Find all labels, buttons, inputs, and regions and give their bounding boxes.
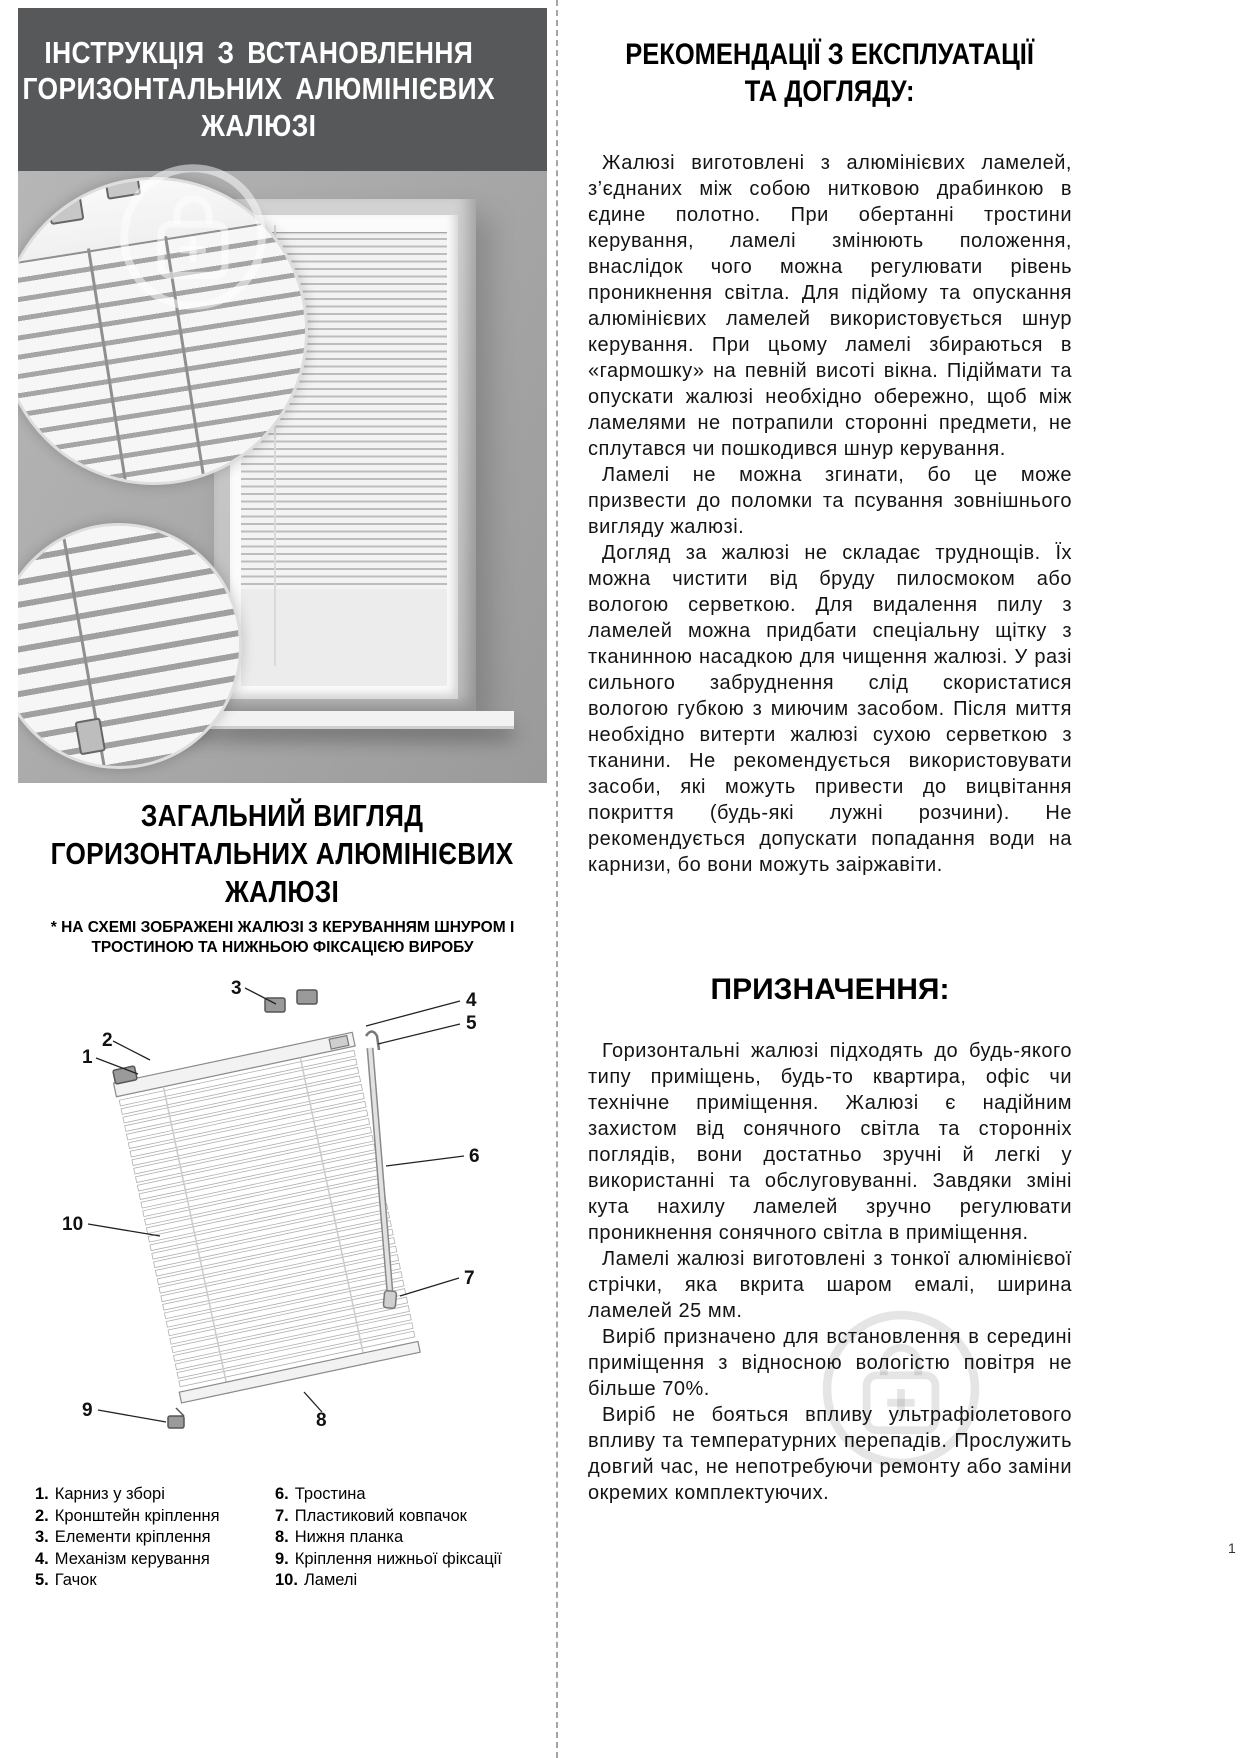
- care-paragraph: Догляд за жалюзі не складає труднощів. Їх можна чистити від бруду пилосмоком або вологою серветкою. Для видалення пилу з ламелей можна придбати спеціальну щітку з тканинною насадкою для чищення жалюзі. У разі сильного забруднення слід скористатися вологою губкою з миючим засобом. Після миття необхідно витерти жалюзі сухою серветкою з тканини. Не рекомендується використовувати засоби, які можуть привести до вицвітання покриття (будь-які лужні розчини). Не рекомендується допускати попадання води на карнизи, бо вони можуть заіржавіти.: [588, 542, 1072, 876]
- purpose-paragraph: Виріб не бояться впливу ультрафіолетового впливу та температурних перепадів. Прослужить довгий час, не непотребуючи ремонту або заміни окремих комплектуючих.: [588, 1404, 1072, 1504]
- care-paragraph: Жалюзі виготовлені з алюмінієвих ламелей, з’єднаних між собою нитковою драбинкою в єдине полотно. При обертанні тростини керування, ламелі змінюють положення, внаслідок чого можна регулювати рівень проникнення світла. Для підйому та опускання алюмінієвих ламелей використовується шнур керування. При цьому ламелі збираються в «гармошку» на певній висоті вікна. Підіймати та опускати жалюзі необхідно обережно, щоб між ламелями не потрапили сторонні предмети, не сплутався чи пошкодився шнур керування.: [588, 152, 1072, 460]
- callout-number-10: 10: [62, 1214, 84, 1235]
- overview-title-line: ЖАЛЮЗІ: [225, 874, 340, 909]
- legend-item: 3. Елементи кріплення: [35, 1528, 211, 1546]
- legend-label: Тростина: [294, 1485, 366, 1503]
- blinds-diagram: [18, 968, 547, 1478]
- purpose-paragraph: Виріб призначено для встановлення в середині приміщення з відносною вологістю повітря не більше 70%.: [588, 1326, 1072, 1400]
- install-title-line: ЖАЛЮЗІ: [201, 107, 317, 143]
- hook-icon: [366, 1032, 379, 1051]
- legend-item: 6. Тростина: [275, 1485, 366, 1503]
- right-column: [588, 0, 1072, 1758]
- legend-item: 1. Карниз у зборі: [35, 1485, 165, 1503]
- callout-number-4: 4: [466, 990, 477, 1011]
- legend-label: Елементи кріплення: [54, 1528, 211, 1546]
- callout-number-2: 2: [102, 1030, 113, 1051]
- diagram-slats: [119, 1050, 415, 1386]
- legend-column-2: [275, 1484, 502, 1592]
- column-divider: [556, 0, 558, 1758]
- install-title-banner: [18, 8, 547, 171]
- callout-number-6: 6: [469, 1146, 480, 1167]
- legend-label: Пластиковий ковпачок: [294, 1506, 467, 1525]
- legend-item: 10. Ламелі: [275, 1571, 358, 1589]
- care-title: [588, 36, 1072, 110]
- legend-label: Механізм керування: [54, 1549, 210, 1568]
- legend-column-1: [35, 1484, 220, 1592]
- overview-note-line: ТРОСТИНОЮ ТА НИЖНЬОЮ ФІКСАЦІЄЮ ВИРОБУ: [91, 939, 474, 956]
- care-paragraph: Ламелі не можна згинати, бо це може призвести до поломки та псування зовнішнього вигляду жалюзі.: [588, 464, 1072, 538]
- overview-title: [18, 797, 547, 911]
- callout-number-9: 9: [82, 1400, 93, 1421]
- callout-number-8: 8: [316, 1410, 327, 1431]
- plastic-cap-icon: [383, 1291, 396, 1309]
- legend-label: Кріплення нижньої фіксації: [294, 1549, 502, 1568]
- legend-item: 9. Кріплення нижньої фіксації: [275, 1549, 502, 1568]
- callout-bottom-cap: [75, 717, 107, 755]
- care-text: [588, 150, 1072, 878]
- legend-label: Кронштейн кріплення: [54, 1506, 220, 1525]
- callout-number-5: 5: [466, 1013, 477, 1034]
- legend-label: Нижня планка: [294, 1528, 404, 1546]
- legend-label: Ламелі: [303, 1571, 358, 1589]
- bracket-icon: [47, 194, 85, 225]
- install-title: [15, 35, 504, 145]
- care-title-line: ТА ДОГЛЯДУ:: [745, 75, 915, 108]
- bottom-fixation-icon: [168, 1416, 184, 1428]
- legend-label: Карниз у зборі: [54, 1485, 165, 1503]
- detail-callout-bottom: [18, 523, 242, 769]
- fastening-elements-icon: [265, 990, 317, 1012]
- legend-item: 7. Пластиковий ковпачок: [275, 1506, 467, 1525]
- purpose-text: [588, 1038, 1072, 1506]
- legend-item: 5. Гачок: [35, 1571, 97, 1589]
- overview-title-line: ЗАГАЛЬНИЙ ВИГЛЯД: [141, 798, 424, 833]
- detail-callout-top: [18, 177, 308, 485]
- callout-number-3: 3: [231, 978, 242, 999]
- legend-label: Гачок: [54, 1571, 97, 1589]
- page-number: 1: [1228, 1540, 1236, 1556]
- overview-note-line: * НА СХЕМІ ЗОБРАЖЕНІ ЖАЛЮЗІ З КЕРУВАННЯМ ШНУРОМ І: [50, 919, 515, 936]
- care-title-line: РЕКОМЕНДАЦІЇ З ЕКСПЛУАТАЦІЇ: [625, 38, 1035, 71]
- purpose-paragraph: Горизонтальні жалюзі підходять до будь-якого типу приміщень, будь-то квартира, офіс чи технічне приміщення. Жалюзі є надійним захистом від сонячного світла та сторонніх поглядів, вони достатньо зручні й легкі у використанні та обслуговуванні. Завдяки зміні кута нахилу ламелей зручно регулювати проникнення сонячного світла в приміщення.: [588, 1040, 1072, 1244]
- purpose-paragraph: Ламелі жалюзі виготовлені з тонкої алюмінієвої стрічки, яка вкрита шаром емалі, ширина ламелей 25 мм.: [588, 1248, 1072, 1322]
- install-title-line: ІНСТРУКЦІЯ З ВСТАНОВЛЕННЯ: [44, 34, 474, 70]
- window-photo: [18, 171, 547, 783]
- callout-top-content: [18, 177, 308, 485]
- install-title-line: ГОРИЗОНТАЛЬНИХ АЛЮМІНІЄВИХ: [22, 71, 496, 107]
- legend-item: 4. Механізм керування: [35, 1549, 210, 1568]
- overview-note: [18, 918, 547, 958]
- callout-bottom-slats: [18, 523, 242, 769]
- callout-number-1: 1: [82, 1047, 93, 1068]
- bracket-icon: [104, 177, 142, 200]
- purpose-title: ПРИЗНАЧЕННЯ:: [710, 973, 950, 1006]
- callout-number-7: 7: [464, 1268, 475, 1289]
- legend-item: 8. Нижня планка: [275, 1528, 404, 1546]
- overview-title-line: ГОРИЗОНТАЛЬНИХ АЛЮМІНІЄВИХ: [51, 836, 514, 871]
- legend-item: 2. Кронштейн кріплення: [35, 1506, 220, 1525]
